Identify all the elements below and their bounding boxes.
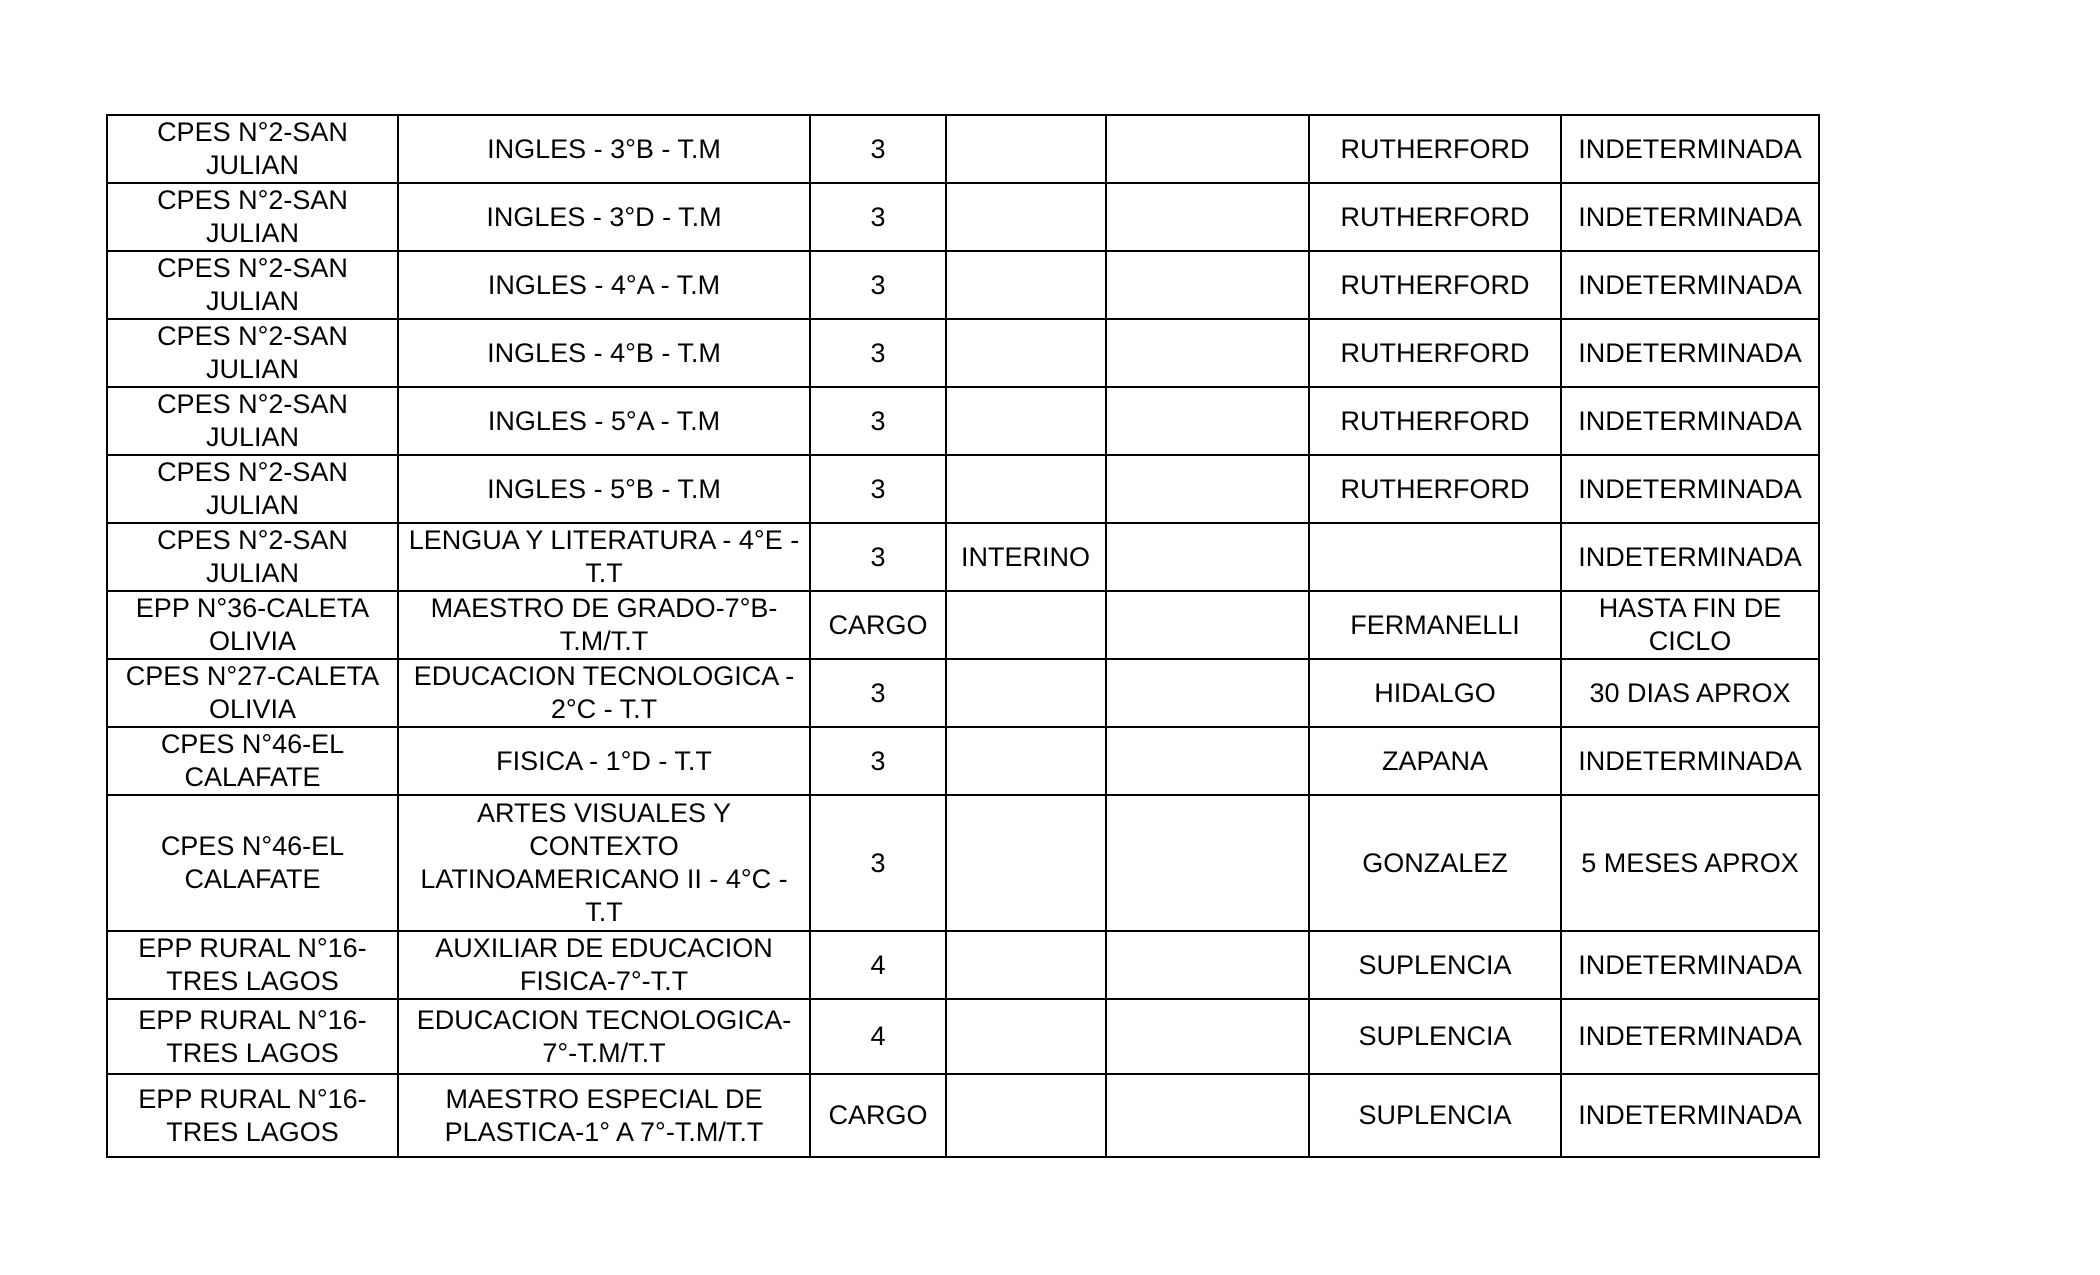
- situation-cell: [946, 183, 1106, 251]
- holder-cell: RUTHERFORD: [1309, 115, 1561, 183]
- table-row: [107, 115, 1819, 183]
- duration-cell: INDETERMINADA: [1561, 387, 1819, 455]
- hours-cell: 3: [810, 727, 946, 795]
- situation-cell: [946, 1074, 1106, 1157]
- empty-cell: [1106, 387, 1309, 455]
- holder-cell: SUPLENCIA: [1309, 999, 1561, 1074]
- subject-cell: MAESTRO DE GRADO-7°B-T.M/T.T: [398, 591, 810, 659]
- table-row: [107, 183, 1819, 251]
- school-cell: EPP RURAL N°16-TRES LAGOS: [107, 999, 398, 1074]
- table-row: [107, 251, 1819, 319]
- duration-cell: 5 MESES APROX: [1561, 795, 1819, 931]
- school-cell: CPES N°46-EL CALAFATE: [107, 795, 398, 931]
- empty-cell: [1106, 591, 1309, 659]
- school-cell: CPES N°2-SAN JULIAN: [107, 251, 398, 319]
- table-row: [107, 659, 1819, 727]
- empty-cell: [1106, 115, 1309, 183]
- duration-cell: INDETERMINADA: [1561, 251, 1819, 319]
- duration-cell: INDETERMINADA: [1561, 115, 1819, 183]
- duration-cell: INDETERMINADA: [1561, 319, 1819, 387]
- table-row: [107, 795, 1819, 931]
- holder-cell: SUPLENCIA: [1309, 1074, 1561, 1157]
- table-row: [107, 999, 1819, 1074]
- holder-cell: RUTHERFORD: [1309, 455, 1561, 523]
- situation-cell: [946, 659, 1106, 727]
- hours-cell: 4: [810, 999, 946, 1074]
- school-cell: CPES N°27-CALETA OLIVIA: [107, 659, 398, 727]
- situation-cell: [946, 931, 1106, 999]
- hours-cell: 3: [810, 251, 946, 319]
- subject-cell: INGLES - 5°A - T.M: [398, 387, 810, 455]
- table-row: [107, 1074, 1819, 1157]
- holder-cell: ZAPANA: [1309, 727, 1561, 795]
- subject-cell: INGLES - 3°D - T.M: [398, 183, 810, 251]
- table-row: [107, 727, 1819, 795]
- hours-cell: 3: [810, 319, 946, 387]
- subject-cell: EDUCACION TECNOLOGICA-7°-T.M/T.T: [398, 999, 810, 1074]
- holder-cell: RUTHERFORD: [1309, 319, 1561, 387]
- subject-cell: ARTES VISUALES Y CONTEXTO LATINOAMERICANO II - 4°C - T.T: [398, 795, 810, 931]
- school-cell: EPP RURAL N°16-TRES LAGOS: [107, 1074, 398, 1157]
- holder-cell: [1309, 523, 1561, 591]
- subject-cell: MAESTRO ESPECIAL DE PLASTICA-1° A 7°-T.M/T.T: [398, 1074, 810, 1157]
- subject-cell: EDUCACION TECNOLOGICA - 2°C - T.T: [398, 659, 810, 727]
- school-cell: CPES N°2-SAN JULIAN: [107, 523, 398, 591]
- situation-cell: [946, 999, 1106, 1074]
- subject-cell: INGLES - 5°B - T.M: [398, 455, 810, 523]
- situation-cell: [946, 591, 1106, 659]
- school-cell: CPES N°2-SAN JULIAN: [107, 115, 398, 183]
- hours-cell: 4: [810, 931, 946, 999]
- hours-cell: 3: [810, 115, 946, 183]
- subject-cell: INGLES - 4°A - T.M: [398, 251, 810, 319]
- holder-cell: RUTHERFORD: [1309, 183, 1561, 251]
- table-row: [107, 455, 1819, 523]
- empty-cell: [1106, 1074, 1309, 1157]
- table-row: [107, 319, 1819, 387]
- situation-cell: [946, 251, 1106, 319]
- duration-cell: INDETERMINADA: [1561, 999, 1819, 1074]
- holder-cell: FERMANELLI: [1309, 591, 1561, 659]
- subject-cell: AUXILIAR DE EDUCACION FISICA-7°-T.T: [398, 931, 810, 999]
- holder-cell: GONZALEZ: [1309, 795, 1561, 931]
- table-row: [107, 387, 1819, 455]
- situation-cell: [946, 727, 1106, 795]
- holder-cell: RUTHERFORD: [1309, 251, 1561, 319]
- situation-cell: [946, 455, 1106, 523]
- hours-cell: CARGO: [810, 1074, 946, 1157]
- hours-cell: 3: [810, 795, 946, 931]
- duration-cell: INDETERMINADA: [1561, 931, 1819, 999]
- subject-cell: INGLES - 4°B - T.M: [398, 319, 810, 387]
- situation-cell: INTERINO: [946, 523, 1106, 591]
- duration-cell: INDETERMINADA: [1561, 523, 1819, 591]
- subject-cell: LENGUA Y LITERATURA - 4°E - T.T: [398, 523, 810, 591]
- empty-cell: [1106, 523, 1309, 591]
- hours-cell: 3: [810, 659, 946, 727]
- school-cell: CPES N°2-SAN JULIAN: [107, 455, 398, 523]
- empty-cell: [1106, 795, 1309, 931]
- duration-cell: INDETERMINADA: [1561, 183, 1819, 251]
- holder-cell: RUTHERFORD: [1309, 387, 1561, 455]
- situation-cell: [946, 115, 1106, 183]
- subject-cell: FISICA - 1°D - T.T: [398, 727, 810, 795]
- school-cell: EPP RURAL N°16-TRES LAGOS: [107, 931, 398, 999]
- school-cell: CPES N°2-SAN JULIAN: [107, 183, 398, 251]
- empty-cell: [1106, 455, 1309, 523]
- hours-cell: 3: [810, 455, 946, 523]
- hours-cell: 3: [810, 387, 946, 455]
- school-cell: EPP N°36-CALETA OLIVIA: [107, 591, 398, 659]
- hours-cell: 3: [810, 523, 946, 591]
- vacancy-table: [106, 114, 1820, 1158]
- empty-cell: [1106, 319, 1309, 387]
- holder-cell: SUPLENCIA: [1309, 931, 1561, 999]
- table-row: [107, 523, 1819, 591]
- empty-cell: [1106, 999, 1309, 1074]
- duration-cell: 30 DIAS APROX: [1561, 659, 1819, 727]
- empty-cell: [1106, 727, 1309, 795]
- empty-cell: [1106, 251, 1309, 319]
- duration-cell: INDETERMINADA: [1561, 727, 1819, 795]
- table-row: [107, 591, 1819, 659]
- duration-cell: INDETERMINADA: [1561, 1074, 1819, 1157]
- duration-cell: HASTA FIN DE CICLO: [1561, 591, 1819, 659]
- subject-cell: INGLES - 3°B - T.M: [398, 115, 810, 183]
- situation-cell: [946, 795, 1106, 931]
- school-cell: CPES N°2-SAN JULIAN: [107, 387, 398, 455]
- situation-cell: [946, 387, 1106, 455]
- table-row: [107, 931, 1819, 999]
- hours-cell: CARGO: [810, 591, 946, 659]
- hours-cell: 3: [810, 183, 946, 251]
- situation-cell: [946, 319, 1106, 387]
- holder-cell: HIDALGO: [1309, 659, 1561, 727]
- school-cell: CPES N°46-EL CALAFATE: [107, 727, 398, 795]
- empty-cell: [1106, 183, 1309, 251]
- school-cell: CPES N°2-SAN JULIAN: [107, 319, 398, 387]
- empty-cell: [1106, 931, 1309, 999]
- duration-cell: INDETERMINADA: [1561, 455, 1819, 523]
- empty-cell: [1106, 659, 1309, 727]
